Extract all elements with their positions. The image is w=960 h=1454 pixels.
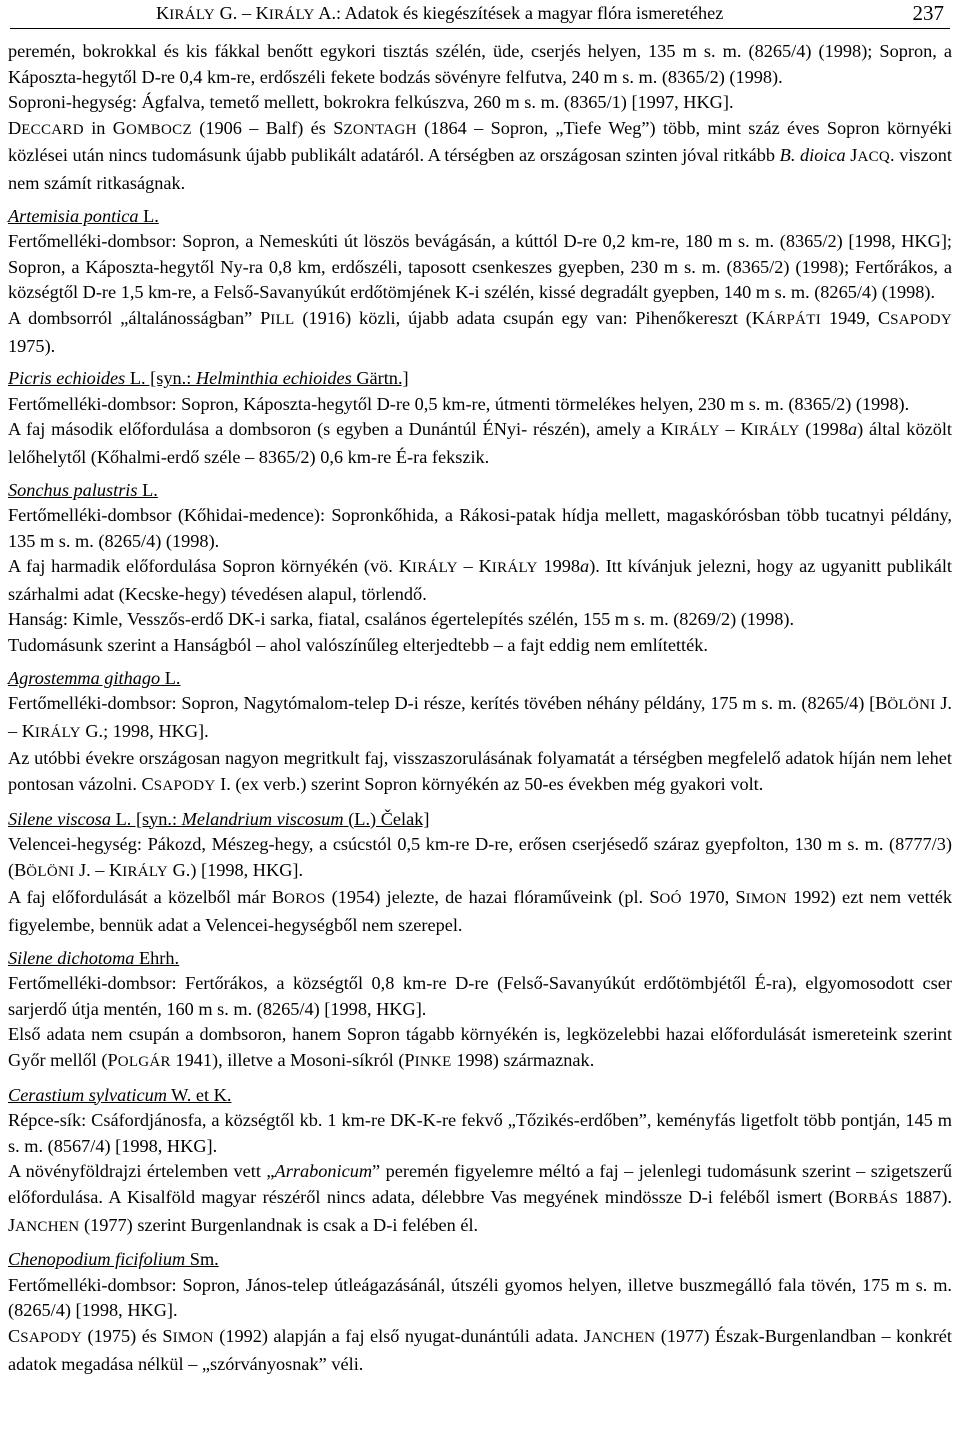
- species-note: A dombsorról „általánosságban” PILL (1916) közli, újabb adata csupán egy van: Pihenőkereszt (KÁRPÁTI 1949, CSAPODY 1975).: [8, 307, 952, 356]
- species-locality: Fertőmelléki-dombsor: Sopron, János-telep útleágazásánál, útszéli gyomos helyen, illetve buszmegálló fala tövén, 175 m s. m. (8265/4) [1998, HKG].: [8, 1274, 952, 1321]
- article-body: [8, 29, 952, 1377]
- species-note: A növényföldrajzi értelemben vett „Arrabonicum” peremén figyelemre méltó a faj – jelenlegi tudomásunk szerint – szigetszerű előfordulása. A Kisalföld magyar részéről nincs adata, délebbre Vas megyének mindössze D-i feléből ismert (BORBÁS 1887). JANCHEN (1977) szerint Burgenlandnak is csak a D-i felében él.: [8, 1161, 952, 1235]
- species-note: Első adata nem csupán a dombsoron, hanem Sopron tágabb környékén is, legközelebbi hazai előfordulását ismereteink szerint Győr mellől (POLGÁR 1941), illetve a Mosoni-síkról (PINKE 1998) származnak.: [8, 1024, 952, 1070]
- species-note: Tudomásunk szerint a Hanságból – ahol valószínűleg elterjedtebb – a fajt eddig nem említették.: [8, 635, 708, 656]
- paragraph-discussion: DECCARD in GOMBOCZ (1906 – Balf) és SZONTAGH (1864 – Sopron, „Tiefe Weg”) több, mint száz éves Sopron környéki közlései után nincs tudomásunk újabb publikált adatáról. A térségben az országosan szinten jóval ritkább B. dioica JACQ. viszont nem számít ritkaságnak.: [8, 117, 952, 193]
- species-heading-silene-viscosa: Silene viscosa L. [syn.: Melandrium viscosum (L.) Čelak]: [8, 808, 430, 829]
- species-locality: Fertőmelléki-dombsor: Sopron, Nagytómalom-telep D-i része, kerítés tövében néhány példány, 175 m s. m. (8265/4) [BÖLÖNI J. – KIRÁLY G.; 1998, HKG].: [8, 693, 952, 741]
- species-locality: Fertőmelléki-dombsor: Sopron, Káposzta-hegytől D-re 0,5 km-re, útmenti törmelékes helyen, 230 m s. m. (8365/2) (1998).: [8, 393, 910, 414]
- paragraph-locality: Soproni-hegység: Ágfalva, temető mellett, bokrokra felkúszva, 260 m s. m. (8365/1) [1997, HKG].: [8, 92, 734, 113]
- species-heading-chenopodium: Chenopodium ficifolium Sm.: [8, 1249, 219, 1270]
- running-header: [10, 0, 950, 29]
- species-note: Az utóbbi évekre országosan nagyon megritkult faj, visszaszorulásának folyamatát a térségben megfelelő adatok híján nem lehet pontosan vázolni. CSAPODY I. (ex verb.) szerint Sopron környékén az 50-es években még gyakori volt.: [8, 748, 952, 795]
- species-locality: Hanság: Kimle, Vesszős-erdő DK-i sarka, fiatal, csalános égertelepítés szélén, 155 m s. m. (8269/2) (1998).: [8, 609, 795, 630]
- species-locality: Fertőmelléki-dombsor: Sopron, a Nemeskúti út löszös bevágásán, a kúttól D-re 0,2 km-re, 180 m s. m. (8365/2) [1998, HKG]; Sopron, a Káposzta-hegytől Ny-ra 0,8 km, erdőszéli, taposott csenkeszes gyepben, 230 m s. m. (8365/2) (1998); Fertőrákos, a községtől D-re 1,5 km-re, a Felső-Savanyúkút erdőtömjének K-i szélén, kissé degradált gyepben, 140 m s. m. (8265/4) (1998).: [8, 231, 952, 303]
- species-note: A faj harmadik előfordulása Sopron környékén (vö. KIRÁLY – KIRÁLY 1998a). Itt kívánjuk jelezni, hogy az ugyanitt publikált szárhalmi adat (Kecske-hegy) tévedésen alapul, törlendő.: [8, 556, 952, 604]
- species-heading-silene-dichotoma: Silene dichotoma Ehrh.: [8, 947, 180, 968]
- running-title: KIRÁLY G. – KIRÁLY A.: Adatok és kiegészítések a magyar flóra ismeretéhez: [156, 3, 724, 23]
- species-heading-picris: Picris echioides L. [syn.: Helminthia echioides Gärtn.]: [8, 368, 409, 389]
- species-note: A faj előfordulását a közelből már BOROS (1954) jelezte, de hazai flóraműveink (pl. SOÓ 1970, SIMON 1992) ezt nem vették figyelembe, bennük adat a Velencei-hegységből nem szerepel.: [8, 887, 952, 935]
- species-locality: Répce-sík: Csáfordjánosfa, a községtől kb. 1 km-re DK-K-re fekvő „Tőzikés-erdőben”, keményfás ligetfolt több pontján, 145 m s. m. (8567/4) [1998, HKG].: [8, 1110, 952, 1156]
- species-note: A faj második előfordulása a dombsoron (s egyben a Dunántúl ÉNyi- részén), amely a KIRÁLY – KIRÁLY (1998a) által közölt lelőhelytől (Kőhalmi-erdő széle – 8365/2) 0,6 km-re É-ra fekszik.: [8, 419, 953, 467]
- species-heading-cerastium: Cerastium sylvaticum W. et K.: [8, 1084, 232, 1105]
- page-number: 237: [912, 1, 944, 25]
- species-locality: Fertőmelléki-dombsor: Fertőrákos, a községtől 0,8 km-re D-re (Felső-Savanyúkút erdőtömbjétől É-ra), elgyomosodott cser sarjerdő útja mentén, 160 m s. m. (8265/4) [1998, HKG].: [8, 973, 952, 1019]
- species-heading-artemisia: Artemisia pontica L.: [8, 205, 159, 226]
- paragraph-continuation: peremén, bokrokkal és kis fákkal benőtt egykori tisztás szélén, üde, cserjés helyen, 135 m s. m. (8265/4) (1998); Sopron, a Káposzta-hegytől D-re 0,4 km-re, erdőszéli fekete bodzás sövényre felfutva, 240 m s. m. (8365/2) (1998).: [8, 41, 952, 87]
- species-note: CSAPODY (1975) és SIMON (1992) alapján a faj első nyugat-dunántúli adata. JANCHEN (1977) Észak-Burgenlandban – konkrét adatok megadása nélkül – „szórványosnak” véli.: [8, 1325, 952, 1374]
- species-locality: Fertőmelléki-dombsor (Kőhidai-medence): Sopronkőhida, a Rákosi-patak hídja mellett, magaskórósban több tucatnyi példány, 135 m s. m. (8265/4) (1998).: [8, 505, 952, 551]
- species-heading-agrostemma: Agrostemma githago L.: [8, 667, 181, 688]
- species-locality: Velencei-hegység: Pákozd, Mészeg-hegy, a csúcstól 0,5 km-re D-re, erősen cserjésedő száraz gyepfolton, 130 m s. m. (8777/3) (BÖLÖNI J. – KIRÁLY G.) [1998, HKG].: [8, 834, 952, 880]
- species-heading-sonchus: Sonchus palustris L.: [8, 479, 158, 500]
